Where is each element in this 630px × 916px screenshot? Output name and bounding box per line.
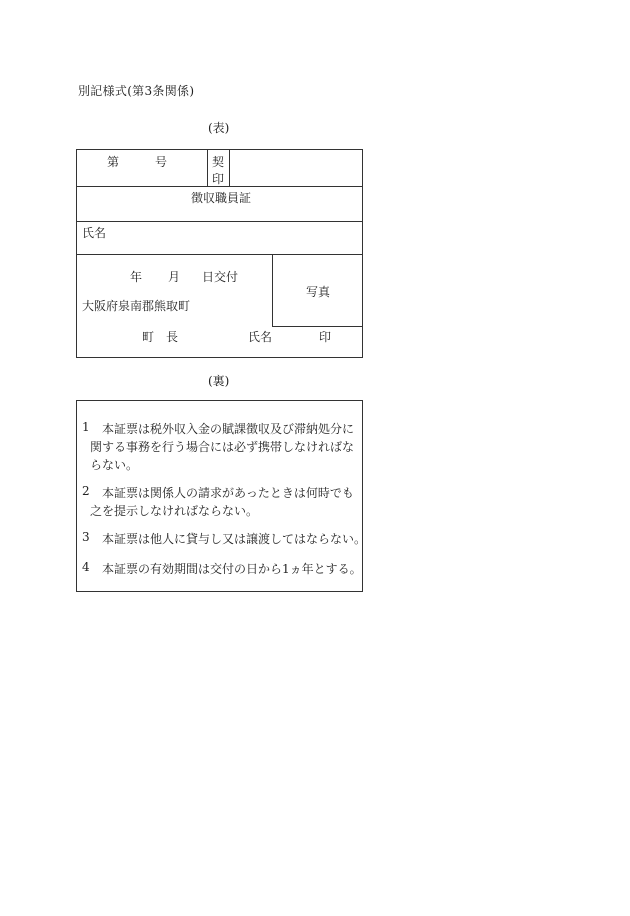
seal-label-bottom: 印	[212, 172, 225, 186]
rule-text: 本証票は他人に貸与し又は譲渡してはならない。	[102, 532, 367, 546]
id-card-front	[76, 149, 363, 358]
issuer-place: 大阪府泉南郡熊取町	[82, 299, 191, 313]
rule-text: 関する事務を行う場合には必ず携帯しなければな	[90, 440, 355, 454]
divider	[229, 150, 230, 186]
mayor-seal: 印	[319, 330, 332, 344]
seal-label-top: 契	[212, 155, 225, 169]
mayor-name-label: 氏名	[248, 330, 273, 344]
divider	[272, 254, 273, 326]
rule-number: 2	[82, 484, 90, 498]
divider	[207, 150, 208, 186]
rule-text: らない。	[90, 458, 139, 472]
rule-number: 4	[82, 560, 90, 574]
card-heading: 徴収職員証	[191, 191, 252, 205]
rule-text: 本証票は税外収入金の賦課徴収及び滞納処分に	[102, 422, 355, 436]
id-card-back	[76, 400, 367, 592]
number-go: 号	[155, 155, 168, 169]
name-label: 氏名	[82, 226, 107, 240]
issue-day: 日交付	[202, 270, 239, 284]
front-side-label: (表)	[208, 121, 230, 135]
divider	[272, 326, 362, 327]
form-title: 別記様式(第3条関係)	[78, 84, 195, 98]
rule-number: 3	[82, 530, 90, 544]
rule-text: 本証票は関係人の請求があったときは何時でも	[102, 486, 354, 500]
rule-text: 本証票の有効期間は交付の日から1ヵ年とする。	[102, 562, 362, 576]
divider	[77, 221, 362, 222]
issue-year: 年	[130, 270, 143, 284]
mayor-title-1: 町	[142, 330, 155, 344]
photo-box-label: 写真	[306, 285, 331, 299]
rule-number: 1	[82, 420, 90, 434]
back-side-label: (裏)	[208, 374, 230, 388]
number-dai: 第	[107, 155, 120, 169]
mayor-title-2: 長	[166, 330, 179, 344]
divider	[77, 254, 362, 255]
issue-month: 月	[168, 270, 181, 284]
rule-text: 之を提示しなければならない。	[90, 504, 259, 518]
